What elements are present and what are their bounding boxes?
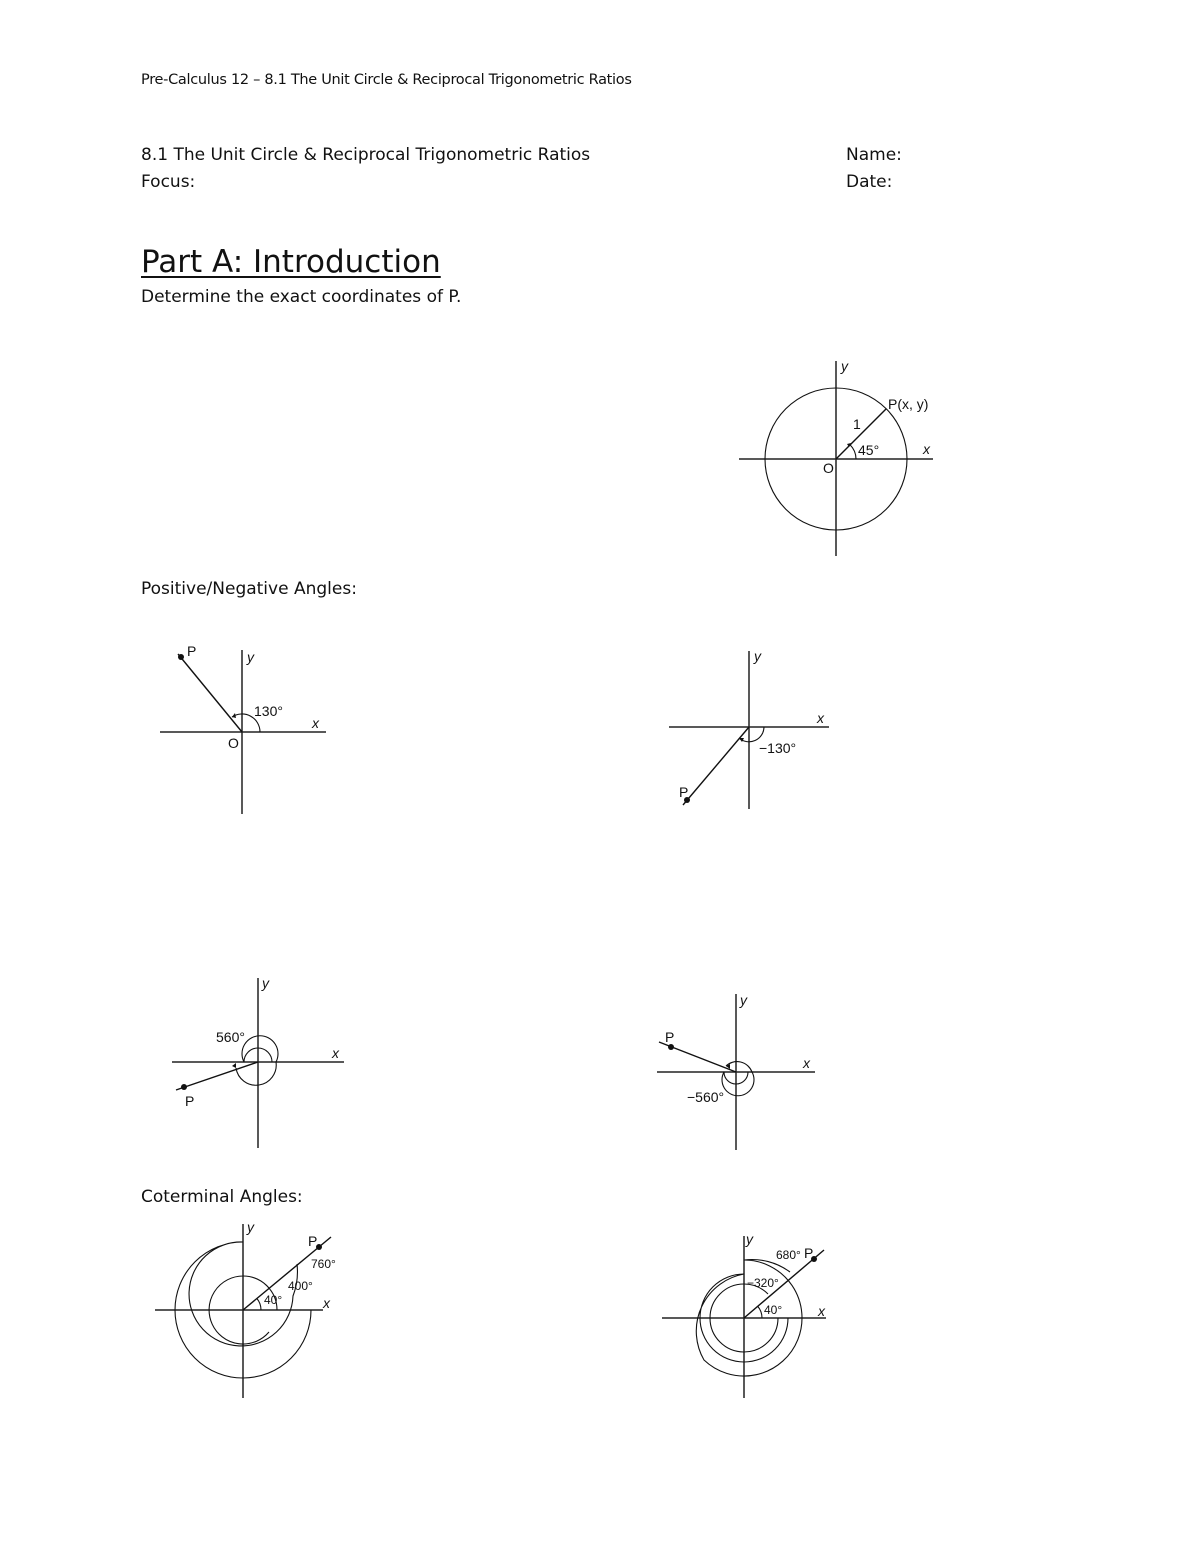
angle-label: 130° xyxy=(254,703,283,719)
focus-label: Focus: xyxy=(141,172,196,192)
angle-680-label: 680° xyxy=(776,1248,801,1262)
pos-neg-heading: Positive/Negative Angles: xyxy=(141,579,357,599)
angle-label: 560° xyxy=(216,1029,245,1045)
coterminal-mixed-figure xyxy=(660,1232,840,1402)
part-a-instruction: Determine the exact coordinates of P. xyxy=(141,287,462,307)
worksheet-title: 8.1 The Unit Circle & Reciprocal Trigonometric Ratios xyxy=(141,145,591,165)
p-label: P xyxy=(185,1093,195,1109)
terminal-arm xyxy=(178,654,242,732)
x-label: x xyxy=(818,1303,825,1319)
p-label: P xyxy=(804,1245,814,1261)
part-a-title: Part A: Introduction xyxy=(141,244,441,280)
y-label: y xyxy=(262,975,269,991)
angle-560-figure xyxy=(170,972,350,1152)
name-label: Name: xyxy=(846,145,902,165)
x-label: x xyxy=(332,1045,339,1061)
coterminal-positive-figure xyxy=(153,1220,343,1402)
y-label: y xyxy=(740,992,747,1008)
p-label: P xyxy=(679,784,689,800)
x-label: x xyxy=(817,710,824,726)
arrow-head xyxy=(232,1063,236,1068)
x-label: x xyxy=(803,1055,810,1071)
point-p xyxy=(181,1084,187,1090)
origin-label: O xyxy=(823,460,834,476)
p-label: P xyxy=(665,1029,675,1045)
y-label: y xyxy=(841,358,848,374)
angle-40-arc xyxy=(257,1298,261,1310)
terminal-arm xyxy=(176,1062,258,1090)
angle-40-label: 40° xyxy=(264,1293,283,1307)
coterminal-heading: Coterminal Angles: xyxy=(141,1187,303,1207)
angle-neg-560-figure xyxy=(655,990,830,1155)
x-label: x xyxy=(323,1295,330,1311)
angle-760-label: 760° xyxy=(311,1257,336,1271)
course-header: Pre-Calculus 12 – 8.1 The Unit Circle & Reciprocal Trigonometric Ratios xyxy=(141,72,632,88)
p-label: P xyxy=(308,1233,318,1249)
x-label: x xyxy=(923,441,930,457)
angle-40-label: 40° xyxy=(764,1303,783,1317)
angle-neg-130-figure xyxy=(667,645,842,820)
angle-40-arc xyxy=(758,1306,762,1318)
angle-label: −130° xyxy=(759,740,797,756)
angle-label: 45° xyxy=(858,442,880,458)
point-p xyxy=(178,654,184,660)
y-label: y xyxy=(247,1219,254,1235)
angle-arc xyxy=(850,445,856,459)
p-label: P xyxy=(187,643,197,659)
y-label: y xyxy=(754,648,761,664)
point-label: P(x, y) xyxy=(888,396,929,412)
unit-circle-figure xyxy=(735,355,940,560)
y-label: y xyxy=(746,1231,753,1247)
date-label: Date: xyxy=(846,172,893,192)
x-label: x xyxy=(312,715,319,731)
radius-label: 1 xyxy=(853,416,861,432)
angle-130-figure xyxy=(158,642,333,817)
angle-neg-320-label: −320° xyxy=(747,1276,779,1290)
y-label: y xyxy=(247,649,254,665)
angle-label: −560° xyxy=(687,1089,725,1105)
angle-spiral xyxy=(722,1062,754,1096)
angle-400-label: 400° xyxy=(288,1279,313,1293)
origin-label: O xyxy=(228,735,239,751)
